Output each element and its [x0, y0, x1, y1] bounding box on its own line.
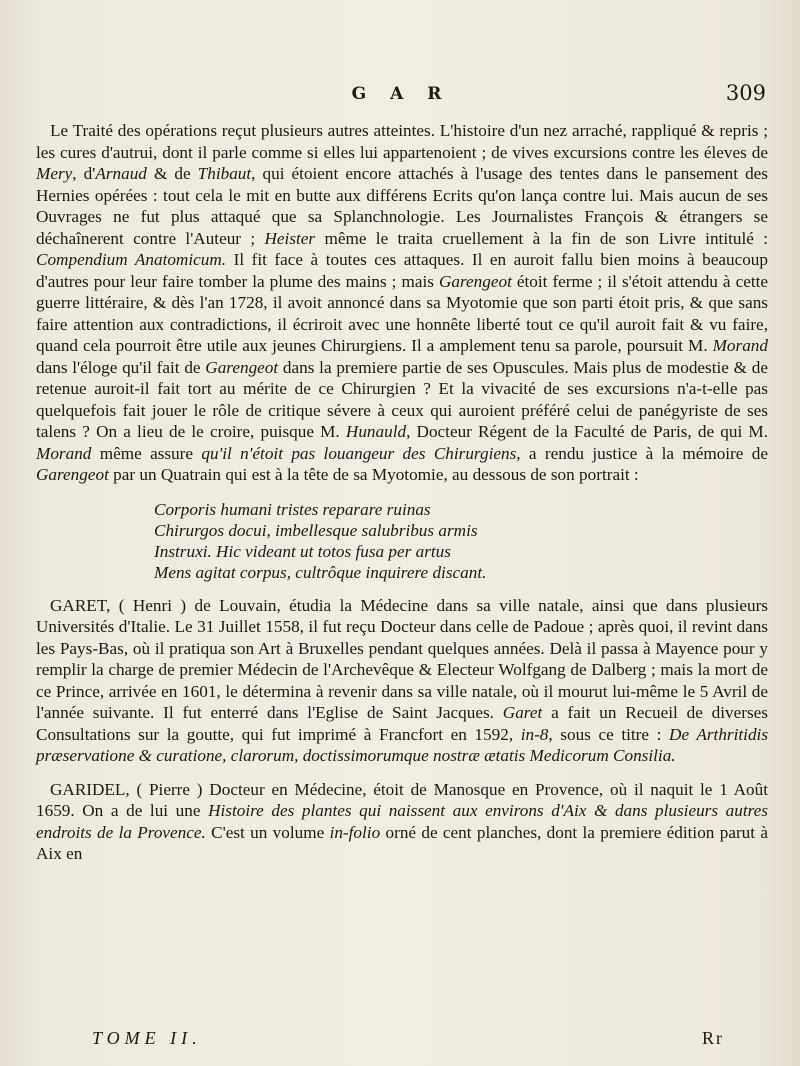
volume-label: TOME II. — [92, 1028, 202, 1048]
running-head: G A R — [351, 84, 451, 104]
page-footer — [36, 1028, 768, 1056]
italic-name: Hunauld — [345, 422, 407, 441]
text-run: GARIDEL, ( Pierre ) Docteur en Médecine, étoit de Manosque en Provence, où il naquit le 1 Août 1659. On a de lui une — [36, 779, 768, 820]
text-run: , d' — [72, 164, 96, 183]
text-run: , sous ce titre : — [548, 724, 670, 744]
text-run: par un Quatrain qui est à la tête de sa Myotomie, au dessous de son portrait : — [108, 465, 639, 484]
italic-name: Morand — [36, 443, 92, 463]
italic-name: Arnaud — [95, 164, 147, 183]
italic-format: in-folio — [329, 822, 381, 842]
text-run: même assure — [91, 443, 202, 463]
text-run: , Docteur Régent de la Faculté de Paris, de qui M. — [406, 422, 768, 441]
text-run: , qui étoient encore attachés à l'usage des tentes dans le pansement des Hernies opérées : tout cela le mit en butte aux différens Ecrits qu'on lança contre lui. Mais aucun de ses Ouvrages ne fut plus attaqué que sa Splanchnologie. Les Journalistes François & étrangers se déchaînerent contre l'Auteur ; — [36, 164, 769, 248]
verse-line-2: Chirurgos docui, imbellesque salubribus armis — [154, 520, 478, 540]
text-run: dans la premiere partie de ses Opuscules. Mais plus de modestie & de retenue auroit-il fait tort au mérite de ce Chirurgien ? Et la vivacité de ses excursions n'a-t-elle pas quelquefois fait jouer le rôle de critique sévere à ceux qui auroient préféré celui de panégyriste de ses talens ? On a lieu de le croire, puisque M. — [36, 357, 768, 441]
body-text — [36, 120, 768, 865]
verse-line-1: Corporis humani tristes reparare ruinas — [154, 499, 431, 519]
paragraph-garengeot-critics — [36, 120, 768, 486]
italic-quote: qu'il n'étoit pas louangeur des Chirurgiens — [201, 443, 517, 463]
italic-name: Heister — [264, 228, 316, 248]
page-number: 309 — [725, 81, 766, 105]
text-run: & de — [146, 164, 198, 183]
latin-quatrain — [154, 499, 768, 583]
text-run: dans l'éloge qu'il fait de — [36, 357, 206, 377]
italic-name: Mery — [36, 164, 73, 183]
italic-name: Garet — [502, 703, 543, 722]
italic-name: Garengeot — [36, 465, 109, 484]
italic-name: Garengeot — [438, 271, 512, 291]
entry-garidel — [36, 779, 768, 865]
text-run: C'est un volume — [205, 822, 330, 842]
text-run: a fait un Recueil de diverses Consultations sur la goutte, qui fut imprimé à Francfort en 1592, — [36, 703, 768, 744]
text-run: , a rendu justice à la mémoire de — [516, 443, 768, 463]
page-header — [36, 81, 766, 114]
italic-title: De Arthritidis præservatione & curatione, clarorum, doctissimorumque nostræ ætatis Medicorum Consilia. — [36, 724, 769, 765]
text-run: orné de cent planches, dont la premiere édition parut à Aix en — [36, 822, 768, 863]
entry-garet — [36, 595, 768, 767]
italic-title: Histoire des plantes qui naissent aux environs d'Aix & dans plusieurs autres endroits de la Provence. — [36, 801, 768, 842]
signature-mark: Rr — [702, 1028, 724, 1048]
verse-line-3: Instruxi. Hic videant ut totos fusa per artus — [154, 541, 451, 561]
verse-line-4: Mens agitat corpus, cultrôque inquirere discant. — [154, 562, 487, 582]
text-run: étoit ferme ; il s'étoit attendu à cette guerre littéraire, & dès l'an 1728, il avoit annoncé dans sa Myotomie que son parti étoit pris, & que sans faire attention aux contradictions, il écriroit avec une honnête liberté tout ce qu'il auroit fait & vu faire, quand cela pourroit être utile aux jeunes Chirurgiens. Il a amplement tenu sa parole, poursuit M. — [36, 271, 769, 355]
italic-format: in-8 — [520, 724, 549, 744]
italic-name: Morand — [712, 336, 768, 355]
italic-name: Garengeot — [205, 357, 279, 377]
text-run: Le Traité des opérations reçut plusieurs autres atteintes. L'histoire d'un nez arraché, rappliqué & repris ; les cures d'autrui, dont il parle comme si elles lui appartenoient ; de vives excursions contre les éleves de — [36, 121, 768, 162]
text-run: même le traita cruellement à la fin de son Livre intitulé : — [315, 228, 768, 248]
italic-title: Compendium Anatomicum. — [36, 250, 227, 269]
text-run: Il fit face à toutes ces attaques. Il en auroit fallu bien moins à beaucoup d'autres pour leur faire tomber la plume des mains ; mais — [36, 250, 768, 291]
italic-name: Thibaut — [197, 164, 252, 183]
text-run: GARET, ( Henri ) de Louvain, étudia la Médecine dans sa ville natale, ainsi que dans plusieurs Universités d'Italie. Le 31 Juillet 1558, il fut reçu Docteur dans celle de Padoue ; après quoi, il revint dans les Pays-Bas, où il pratiqua son Art à Bruxelles pendant quelques années. Delà il passa à Mayence pour y remplir la charge de premier Médecin de l'Archevêque & Electeur Wolfgang de Dalberg ; mais la mort de ce Prince, arrivée en 1601, le détermina à revenir dans sa ville natale, où il mourut lui-même le 5 Avril de l'année suivante. Il fut enterré dans l'Eglise de Saint Jacques. — [36, 595, 768, 722]
